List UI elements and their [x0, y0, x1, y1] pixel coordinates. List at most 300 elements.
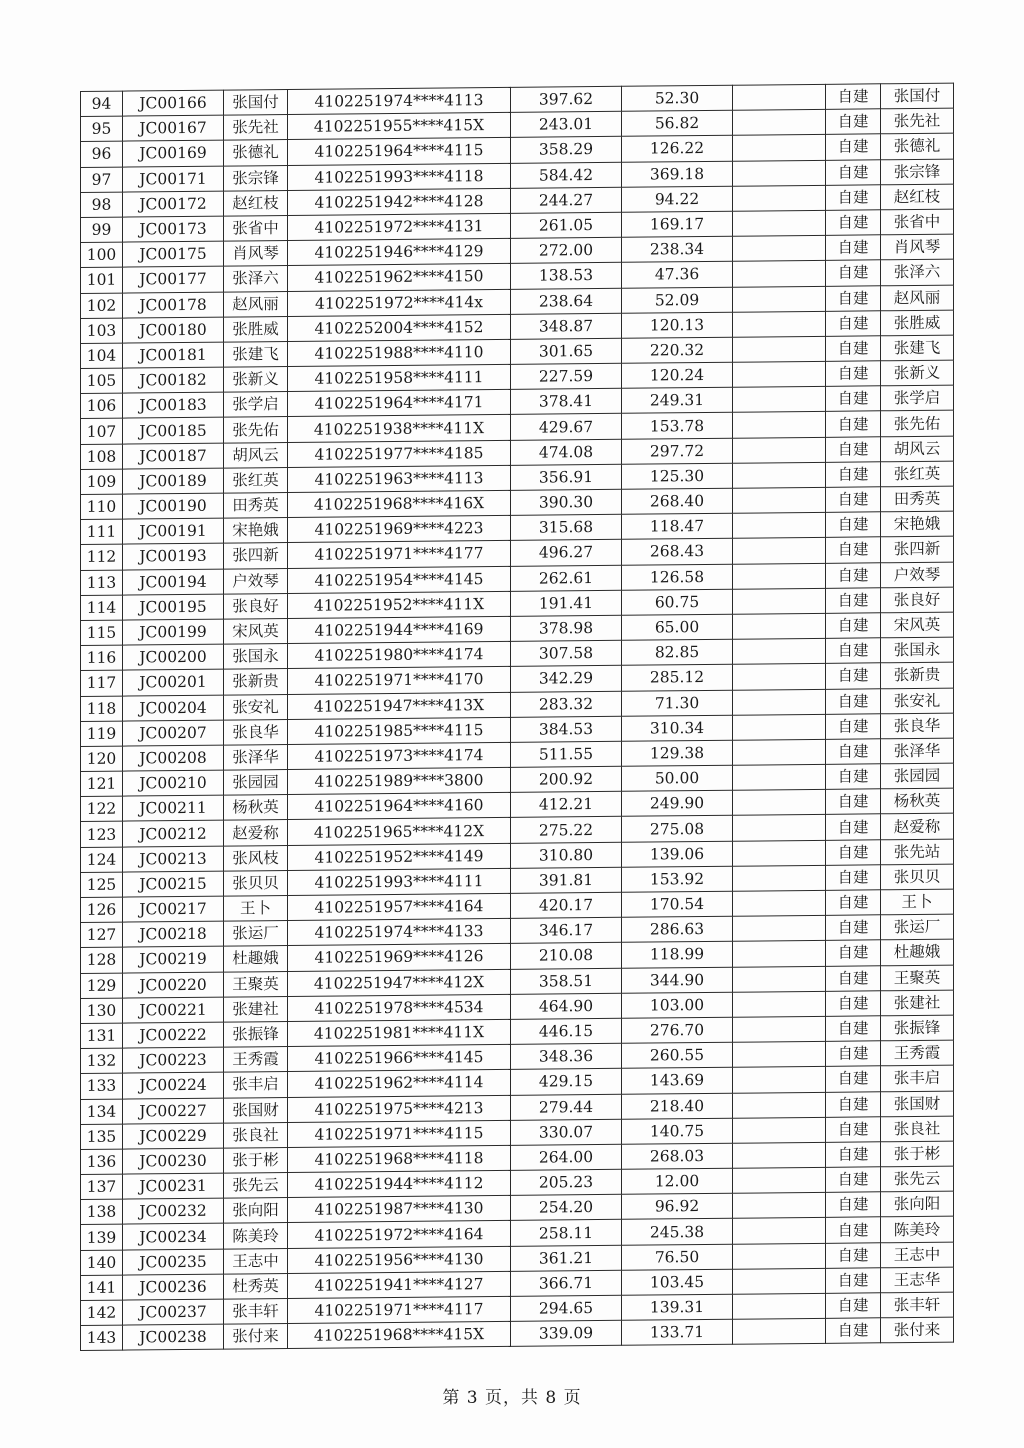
- id-number-cell: 4102251972****414x: [288, 289, 511, 316]
- id-number-cell: 4102251975****4213: [288, 1095, 511, 1122]
- parcel-code-cell: JC00177: [123, 266, 224, 292]
- row-number-cell: 105: [81, 368, 123, 394]
- owner-name-cell: 户效琴: [881, 562, 954, 588]
- area-b-cell: 52.30: [622, 85, 733, 111]
- area-b-cell: 71.30: [622, 690, 733, 716]
- parcel-code-cell: JC00213: [123, 846, 224, 872]
- area-b-cell: 94.22: [622, 186, 733, 212]
- id-number-cell: 4102251978****4534: [288, 994, 511, 1021]
- record-table-body: [81, 83, 954, 1351]
- owner-name-cell: 张良社: [881, 1116, 954, 1142]
- owner-name-cell: 宋艳娥: [881, 511, 954, 537]
- blank-cell: [733, 991, 826, 1017]
- holder-name-cell: 宋艳娥: [224, 518, 288, 544]
- area-b-cell: 285.12: [622, 665, 733, 691]
- row-number-cell: 98: [81, 192, 123, 218]
- holder-name-cell: 张安礼: [224, 694, 288, 720]
- parcel-code-cell: JC00191: [123, 518, 224, 544]
- id-number-cell: 4102251981****411X: [288, 1019, 511, 1046]
- id-number-cell: 4102251946****4129: [288, 238, 511, 265]
- id-number-cell: 4102251956****4130: [288, 1246, 511, 1273]
- area-a-cell: 358.29: [511, 137, 622, 163]
- blank-cell: [733, 437, 826, 463]
- id-number-cell: 4102251993****4111: [288, 868, 511, 895]
- area-b-cell: 56.82: [622, 110, 733, 136]
- area-a-cell: 339.09: [511, 1320, 622, 1346]
- parcel-code-cell: JC00194: [123, 569, 224, 595]
- parcel-code-cell: JC00180: [123, 317, 224, 343]
- id-number-cell: 4102251952****4149: [288, 843, 511, 870]
- blank-cell: [733, 487, 826, 513]
- blank-cell: [733, 1243, 826, 1269]
- id-number-cell: 4102251958****4111: [288, 364, 511, 391]
- row-number-cell: 111: [81, 519, 123, 545]
- owner-name-cell: 张先社: [881, 108, 954, 134]
- holder-name-cell: 张四新: [224, 543, 288, 569]
- parcel-code-cell: JC00173: [123, 216, 224, 242]
- parcel-code-cell: JC00215: [123, 871, 224, 897]
- area-a-cell: 275.22: [511, 817, 622, 843]
- id-number-cell: 4102251969****4223: [288, 516, 511, 543]
- area-a-cell: 238.64: [511, 288, 622, 314]
- parcel-code-cell: JC00218: [123, 921, 224, 947]
- build-type-cell: 自建: [826, 789, 881, 815]
- area-a-cell: 262.61: [511, 565, 622, 591]
- area-b-cell: 249.90: [622, 790, 733, 816]
- build-type-cell: 自建: [826, 537, 881, 563]
- area-a-cell: 243.01: [511, 111, 622, 137]
- owner-name-cell: 张新义: [881, 360, 954, 386]
- row-number-cell: 131: [81, 1023, 123, 1049]
- area-b-cell: 310.34: [622, 715, 733, 741]
- owner-name-cell: 张新贵: [881, 662, 954, 688]
- build-type-cell: 自建: [826, 865, 881, 891]
- build-type-cell: 自建: [826, 965, 881, 991]
- area-b-cell: 218.40: [622, 1093, 733, 1119]
- build-type-cell: 自建: [826, 285, 881, 311]
- parcel-code-cell: JC00178: [123, 292, 224, 318]
- row-number-cell: 132: [81, 1048, 123, 1074]
- area-b-cell: 286.63: [622, 916, 733, 942]
- id-number-cell: 4102251969****4126: [288, 944, 511, 971]
- area-b-cell: 220.32: [622, 337, 733, 363]
- parcel-code-cell: JC00222: [123, 1022, 224, 1048]
- owner-name-cell: 张良华: [881, 713, 954, 739]
- area-b-cell: 268.03: [622, 1143, 733, 1169]
- area-a-cell: 356.91: [511, 464, 622, 490]
- area-b-cell: 12.00: [622, 1168, 733, 1194]
- build-type-cell: 自建: [826, 714, 881, 740]
- parcel-code-cell: JC00227: [123, 1098, 224, 1124]
- blank-cell: [733, 387, 826, 413]
- owner-name-cell: 张学启: [881, 385, 954, 411]
- build-type-cell: 自建: [826, 688, 881, 714]
- area-b-cell: 249.31: [622, 387, 733, 413]
- owner-name-cell: 张丰轩: [881, 1292, 954, 1318]
- area-a-cell: 348.36: [511, 1043, 622, 1069]
- build-type-cell: 自建: [826, 1142, 881, 1168]
- holder-name-cell: 张良社: [224, 1122, 288, 1148]
- owner-name-cell: 张国永: [881, 637, 954, 663]
- parcel-code-cell: JC00200: [123, 644, 224, 670]
- area-b-cell: 133.71: [622, 1319, 733, 1345]
- area-a-cell: 244.27: [511, 187, 622, 213]
- owner-name-cell: 张德礼: [881, 133, 954, 159]
- blank-cell: [733, 890, 826, 916]
- owner-name-cell: 张付来: [881, 1317, 954, 1343]
- id-number-cell: 4102251974****4133: [288, 919, 511, 946]
- area-b-cell: 140.75: [622, 1118, 733, 1144]
- id-number-cell: 4102251989****3800: [288, 767, 511, 794]
- owner-name-cell: 杨秋英: [881, 788, 954, 814]
- area-b-cell: 103.45: [622, 1269, 733, 1295]
- blank-cell: [733, 1167, 826, 1193]
- row-number-cell: 138: [81, 1199, 123, 1225]
- area-b-cell: 65.00: [622, 614, 733, 640]
- parcel-code-cell: JC00201: [123, 669, 224, 695]
- area-b-cell: 170.54: [622, 891, 733, 917]
- blank-cell: [733, 966, 826, 992]
- id-number-cell: 4102251985****4115: [288, 717, 511, 744]
- parcel-code-cell: JC00195: [123, 594, 224, 620]
- parcel-code-cell: JC00199: [123, 619, 224, 645]
- parcel-code-cell: JC00208: [123, 745, 224, 771]
- build-type-cell: 自建: [826, 1192, 881, 1218]
- id-number-cell: 4102251987****4130: [288, 1196, 511, 1223]
- area-a-cell: 294.65: [511, 1295, 622, 1321]
- blank-cell: [733, 739, 826, 765]
- area-a-cell: 474.08: [511, 439, 622, 465]
- blank-cell: [733, 840, 826, 866]
- id-number-cell: 4102251947****412X: [288, 969, 511, 996]
- holder-name-cell: 张丰轩: [224, 1299, 288, 1325]
- row-number-cell: 136: [81, 1149, 123, 1175]
- build-type-cell: 自建: [826, 839, 881, 865]
- blank-cell: [733, 1268, 826, 1294]
- blank-cell: [733, 815, 826, 841]
- id-number-cell: 4102252004****4152: [288, 314, 511, 341]
- row-number-cell: 127: [81, 922, 123, 948]
- holder-name-cell: 户效琴: [224, 568, 288, 594]
- area-a-cell: 496.27: [511, 540, 622, 566]
- area-a-cell: 584.42: [511, 162, 622, 188]
- area-a-cell: 348.87: [511, 313, 622, 339]
- row-number-cell: 141: [81, 1275, 123, 1301]
- area-a-cell: 279.44: [511, 1094, 622, 1120]
- id-number-cell: 4102251944****4112: [288, 1170, 511, 1197]
- parcel-code-cell: JC00234: [123, 1224, 224, 1250]
- area-b-cell: 276.70: [622, 1017, 733, 1043]
- id-number-cell: 4102251988****4110: [288, 339, 511, 366]
- owner-name-cell: 张园园: [881, 763, 954, 789]
- owner-name-cell: 肖风琴: [881, 234, 954, 260]
- holder-name-cell: 张运厂: [224, 921, 288, 947]
- id-number-cell: 4102251942****4128: [288, 188, 511, 215]
- blank-cell: [733, 210, 826, 236]
- build-type-cell: 自建: [826, 613, 881, 639]
- record-table-container: [80, 83, 944, 1352]
- build-type-cell: 自建: [826, 1242, 881, 1268]
- blank-cell: [733, 588, 826, 614]
- owner-name-cell: 张宗锋: [881, 159, 954, 185]
- row-number-cell: 117: [81, 670, 123, 696]
- holder-name-cell: 张国永: [224, 644, 288, 670]
- area-a-cell: 366.71: [511, 1270, 622, 1296]
- holder-name-cell: 张风枝: [224, 845, 288, 871]
- blank-cell: [733, 916, 826, 942]
- blank-cell: [733, 1319, 826, 1345]
- parcel-code-cell: JC00220: [123, 972, 224, 998]
- id-number-cell: 4102251977****4185: [288, 440, 511, 467]
- holder-name-cell: 张良好: [224, 593, 288, 619]
- owner-name-cell: 张于彬: [881, 1141, 954, 1167]
- owner-name-cell: 王秀霞: [881, 1040, 954, 1066]
- owner-name-cell: 张胜威: [881, 310, 954, 336]
- parcel-code-cell: JC00217: [123, 896, 224, 922]
- build-type-cell: 自建: [826, 512, 881, 538]
- holder-name-cell: 陈美玲: [224, 1223, 288, 1249]
- blank-cell: [733, 235, 826, 261]
- row-number-cell: 124: [81, 847, 123, 873]
- id-number-cell: 4102251964****4171: [288, 390, 511, 417]
- area-a-cell: 264.00: [511, 1144, 622, 1170]
- build-type-cell: 自建: [826, 562, 881, 588]
- row-number-cell: 94: [81, 91, 123, 117]
- holder-name-cell: 张学启: [224, 392, 288, 418]
- blank-cell: [733, 1041, 826, 1067]
- holder-name-cell: 张先佑: [224, 417, 288, 443]
- area-b-cell: 344.90: [622, 967, 733, 993]
- blank-cell: [733, 563, 826, 589]
- area-b-cell: 297.72: [622, 438, 733, 464]
- build-type-cell: 自建: [826, 814, 881, 840]
- id-number-cell: 4102251966****4145: [288, 1044, 511, 1071]
- owner-name-cell: 张振锋: [881, 1015, 954, 1041]
- owner-name-cell: 张先站: [881, 839, 954, 865]
- record-table: [80, 83, 954, 1352]
- area-b-cell: 118.99: [622, 942, 733, 968]
- area-a-cell: 412.21: [511, 792, 622, 818]
- owner-name-cell: 王志华: [881, 1267, 954, 1293]
- holder-name-cell: 张德礼: [224, 140, 288, 166]
- build-type-cell: 自建: [826, 1293, 881, 1319]
- owner-name-cell: 张先佑: [881, 411, 954, 437]
- area-b-cell: 260.55: [622, 1042, 733, 1068]
- area-b-cell: 126.22: [622, 136, 733, 162]
- blank-cell: [733, 1142, 826, 1168]
- holder-name-cell: 张向阳: [224, 1198, 288, 1224]
- area-a-cell: 378.98: [511, 615, 622, 641]
- id-number-cell: 4102251944****4169: [288, 616, 511, 643]
- row-number-cell: 99: [81, 217, 123, 243]
- area-a-cell: 301.65: [511, 338, 622, 364]
- blank-cell: [733, 941, 826, 967]
- owner-name-cell: 张贝贝: [881, 864, 954, 890]
- area-a-cell: 272.00: [511, 237, 622, 263]
- row-number-cell: 114: [81, 595, 123, 621]
- build-type-cell: 自建: [826, 336, 881, 362]
- area-a-cell: 342.29: [511, 666, 622, 692]
- blank-cell: [733, 462, 826, 488]
- blank-cell: [733, 361, 826, 387]
- area-b-cell: 120.24: [622, 362, 733, 388]
- row-number-cell: 133: [81, 1073, 123, 1099]
- area-b-cell: 275.08: [622, 816, 733, 842]
- area-b-cell: 126.58: [622, 564, 733, 590]
- holder-name-cell: 张省中: [224, 215, 288, 241]
- parcel-code-cell: JC00166: [123, 90, 224, 116]
- blank-cell: [733, 764, 826, 790]
- area-b-cell: 153.92: [622, 866, 733, 892]
- blank-cell: [733, 714, 826, 740]
- parcel-code-cell: JC00193: [123, 543, 224, 569]
- area-b-cell: 139.31: [622, 1294, 733, 1320]
- blank-cell: [733, 110, 826, 136]
- parcel-code-cell: JC00187: [123, 443, 224, 469]
- row-number-cell: 108: [81, 444, 123, 470]
- area-b-cell: 139.06: [622, 841, 733, 867]
- build-type-cell: 自建: [826, 890, 881, 916]
- area-b-cell: 268.43: [622, 539, 733, 565]
- build-type-cell: 自建: [826, 915, 881, 941]
- build-type-cell: 自建: [826, 386, 881, 412]
- row-number-cell: 120: [81, 746, 123, 772]
- holder-name-cell: 张国财: [224, 1097, 288, 1123]
- row-number-cell: 110: [81, 494, 123, 520]
- build-type-cell: 自建: [826, 487, 881, 513]
- row-number-cell: 137: [81, 1174, 123, 1200]
- parcel-code-cell: JC00182: [123, 367, 224, 393]
- holder-name-cell: 张园园: [224, 770, 288, 796]
- area-a-cell: 138.53: [511, 263, 622, 289]
- holder-name-cell: 张胜威: [224, 316, 288, 342]
- owner-name-cell: 张安礼: [881, 688, 954, 714]
- row-number-cell: 104: [81, 343, 123, 369]
- area-a-cell: 420.17: [511, 892, 622, 918]
- holder-name-cell: 杜趣娥: [224, 946, 288, 972]
- blank-cell: [733, 664, 826, 690]
- parcel-code-cell: JC00167: [123, 115, 224, 141]
- holder-name-cell: 张丰启: [224, 1072, 288, 1098]
- area-a-cell: 391.81: [511, 867, 622, 893]
- row-number-cell: 103: [81, 318, 123, 344]
- area-a-cell: 307.58: [511, 640, 622, 666]
- row-number-cell: 107: [81, 419, 123, 445]
- row-number-cell: 115: [81, 620, 123, 646]
- parcel-code-cell: JC00236: [123, 1274, 224, 1300]
- blank-cell: [733, 286, 826, 312]
- row-number-cell: 142: [81, 1300, 123, 1326]
- build-type-cell: 自建: [826, 1016, 881, 1042]
- build-type-cell: 自建: [826, 159, 881, 185]
- build-type-cell: 自建: [826, 210, 881, 236]
- owner-name-cell: 杜趣娥: [881, 939, 954, 965]
- holder-name-cell: 张宗锋: [224, 165, 288, 191]
- area-b-cell: 369.18: [622, 161, 733, 187]
- id-number-cell: 4102251963****4113: [288, 465, 511, 492]
- parcel-code-cell: JC00235: [123, 1249, 224, 1275]
- id-number-cell: 4102251973****4174: [288, 742, 511, 769]
- build-type-cell: 自建: [826, 1117, 881, 1143]
- blank-cell: [733, 538, 826, 564]
- build-type-cell: 自建: [826, 1167, 881, 1193]
- row-number-cell: 123: [81, 822, 123, 848]
- area-b-cell: 82.85: [622, 639, 733, 665]
- owner-name-cell: 王卜: [881, 889, 954, 915]
- owner-name-cell: 张红英: [881, 461, 954, 487]
- owner-name-cell: 张泽六: [881, 259, 954, 285]
- id-number-cell: 4102251980****4174: [288, 641, 511, 668]
- parcel-code-cell: JC00223: [123, 1047, 224, 1073]
- row-number-cell: 116: [81, 645, 123, 671]
- id-number-cell: 4102251968****4118: [288, 1145, 511, 1172]
- id-number-cell: 4102251974****4113: [288, 87, 511, 114]
- parcel-code-cell: JC00237: [123, 1299, 224, 1325]
- build-type-cell: 自建: [826, 764, 881, 790]
- build-type-cell: 自建: [826, 134, 881, 160]
- parcel-code-cell: JC00232: [123, 1198, 224, 1224]
- id-number-cell: 4102251965****412X: [288, 818, 511, 845]
- build-type-cell: 自建: [826, 462, 881, 488]
- holder-name-cell: 王卜: [224, 896, 288, 922]
- holder-name-cell: 王志中: [224, 1248, 288, 1274]
- id-number-cell: 4102251972****4164: [288, 1221, 511, 1248]
- area-a-cell: 384.53: [511, 716, 622, 742]
- area-a-cell: 429.15: [511, 1069, 622, 1095]
- build-type-cell: 自建: [826, 260, 881, 286]
- parcel-code-cell: JC00169: [123, 140, 224, 166]
- id-number-cell: 4102251941****4127: [288, 1271, 511, 1298]
- holder-name-cell: 王聚英: [224, 971, 288, 997]
- blank-cell: [733, 185, 826, 211]
- id-number-cell: 4102251952****411X: [288, 591, 511, 618]
- owner-name-cell: 张丰启: [881, 1065, 954, 1091]
- build-type-cell: 自建: [826, 311, 881, 337]
- parcel-code-cell: JC00183: [123, 392, 224, 418]
- blank-cell: [733, 412, 826, 438]
- blank-cell: [733, 865, 826, 891]
- area-a-cell: 254.20: [511, 1195, 622, 1221]
- area-a-cell: 200.92: [511, 766, 622, 792]
- holder-name-cell: 张先社: [224, 115, 288, 141]
- id-number-cell: 4102251971****4115: [288, 1120, 511, 1147]
- row-number-cell: 112: [81, 544, 123, 570]
- blank-cell: [733, 1016, 826, 1042]
- holder-name-cell: 张贝贝: [224, 870, 288, 896]
- holder-name-cell: 胡风云: [224, 442, 288, 468]
- blank-cell: [733, 689, 826, 715]
- owner-name-cell: 赵爱称: [881, 814, 954, 840]
- area-a-cell: 258.11: [511, 1220, 622, 1246]
- area-b-cell: 120.13: [622, 312, 733, 338]
- blank-cell: [733, 790, 826, 816]
- owner-name-cell: 宋风英: [881, 612, 954, 638]
- row-number-cell: 129: [81, 973, 123, 999]
- row-number-cell: 126: [81, 897, 123, 923]
- id-number-cell: 4102251968****416X: [288, 490, 511, 517]
- build-type-cell: 自建: [826, 361, 881, 387]
- holder-name-cell: 张先云: [224, 1173, 288, 1199]
- parcel-code-cell: JC00231: [123, 1173, 224, 1199]
- id-number-cell: 4102251972****4131: [288, 213, 511, 240]
- holder-name-cell: 杨秋英: [224, 795, 288, 821]
- blank-cell: [733, 135, 826, 161]
- area-b-cell: 103.00: [622, 992, 733, 1018]
- holder-name-cell: 田秀英: [224, 493, 288, 519]
- area-b-cell: 60.75: [622, 589, 733, 615]
- owner-name-cell: 张省中: [881, 209, 954, 235]
- build-type-cell: 自建: [826, 940, 881, 966]
